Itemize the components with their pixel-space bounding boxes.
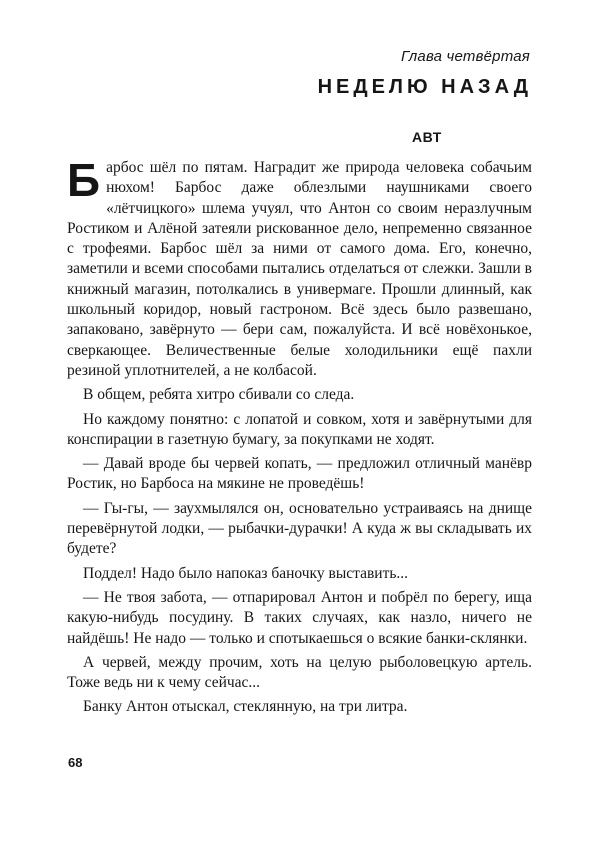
paragraph: — Давай вроде бы червей копать, — предложил отличный манёвр Ростик, но Барбоса на мякине не проведёшь! xyxy=(67,455,532,493)
section-title: АВТ xyxy=(412,129,442,145)
paragraph-text: арбос шёл по пятам. Наградит же природа человека собачьим нюхом! Барбос даже облезлыми наушниками своего «лётчицкого» шлема учуял, что Антон со своим неразлучным Ростиком и Алёной затеяли рискованное дело, непременно связанное с трофеями. Барбос шёл за ними от самого дома. Его, конечно, заметили и всеми способами пытались отделаться от слежки. Зашли в книжный магазин, потолкались в универмаге. Прошли длинный, как школьный коридор, новый гастроном. Всё здесь было развешано, запаковано, завёрнуто — бери сам, пожалуйста. И всё новёхонькое, сверкающее. Величественные белые холодильники ещё пахли резиной уплотнителей, а не колбасой. xyxy=(67,159,532,379)
paragraph: В общем, ребята хитро сбивали со следа. xyxy=(83,386,355,404)
paragraph: А червей, между прочим, хоть на целую рыболовецкую артель. Тоже ведь ни к чему сейчас... xyxy=(67,653,532,692)
body-text xyxy=(67,154,532,722)
chapter-label: Глава четвёртая xyxy=(401,48,530,65)
paragraph: Поддел! Надо было напоказ баночку выставить... xyxy=(83,564,409,582)
paragraph: — Не твоя забота, — отпарировал Антон и побрёл по берегу, ища какую-нибудь посудину. В таких случаях, как назло, ничего не найдёшь! Не надо — только и спотыкаешься о всякие банки-склянки. xyxy=(67,588,532,647)
page-number: 68 xyxy=(68,755,83,770)
chapter-title: НЕДЕЛЮ НАЗАД xyxy=(317,76,532,98)
paragraph: Но каждому понятно: с лопатой и совком, хотя и завёрнутыми для конспирации в газетную бумагу, за покупками не ходят. xyxy=(67,410,532,448)
paragraph xyxy=(67,154,532,381)
paragraph: Банку Антон отыскал, стеклянную, на три литра. xyxy=(83,698,408,716)
drop-cap: Б xyxy=(67,154,101,206)
paragraph: — Гы-гы, — заухмылялся он, основательно устраиваясь на днище перевёрнутой лодки, — рыбачки-дурачки! А куда ж вы складывать их будете? xyxy=(67,499,532,558)
